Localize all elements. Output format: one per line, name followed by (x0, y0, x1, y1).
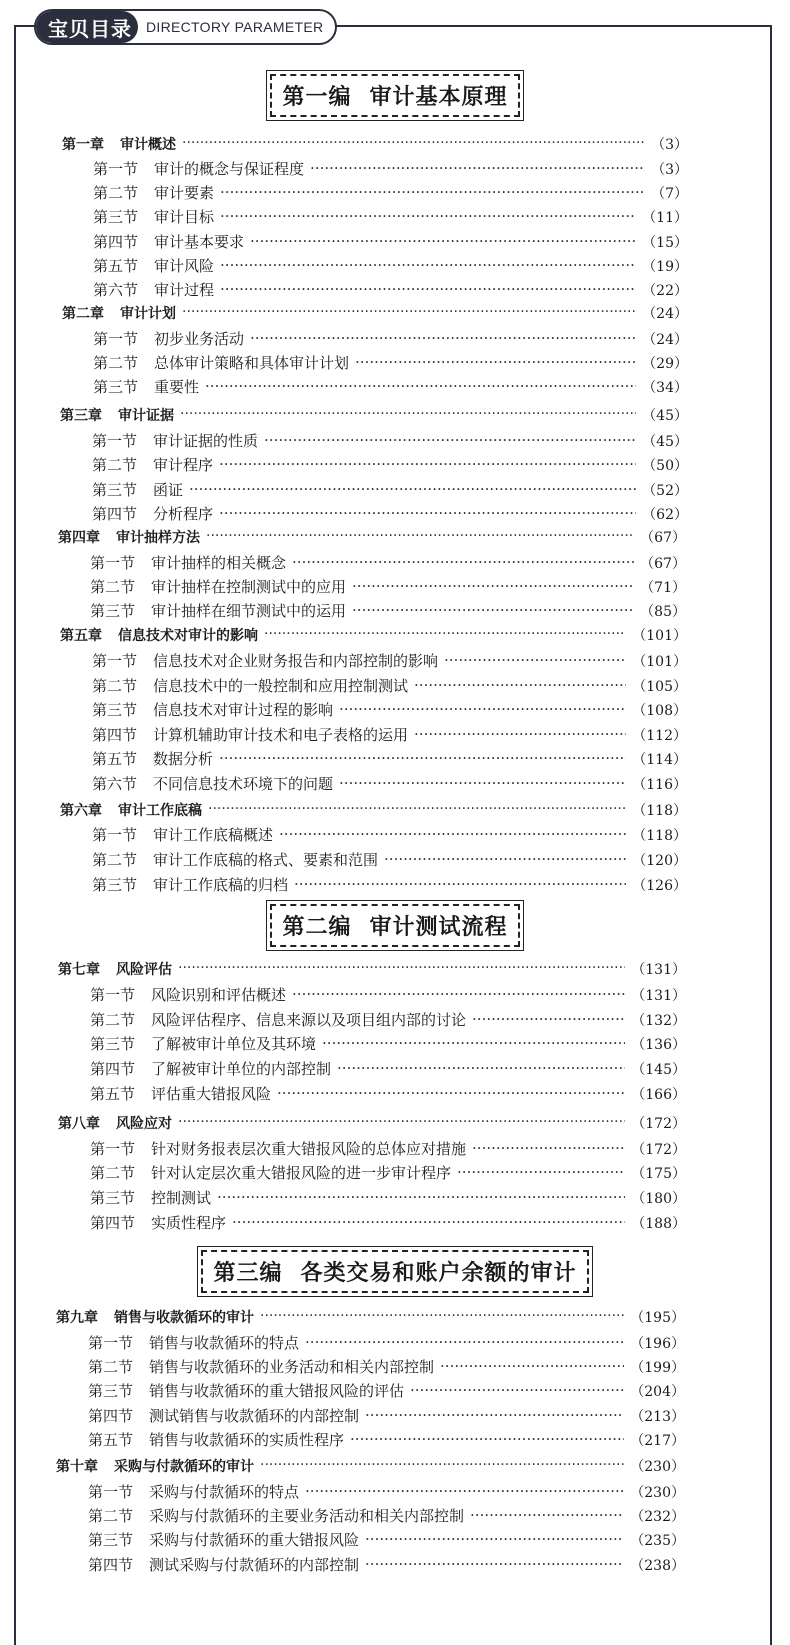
section-entry-label: 第一节 (90, 986, 136, 1004)
chapter-entry-label: 第九章 (56, 1310, 98, 1326)
leader-dots (264, 626, 626, 640)
leader-dots (206, 528, 634, 542)
section-entry (92, 650, 687, 671)
section-entry (92, 699, 687, 720)
leader-dots (322, 1034, 625, 1049)
section-entry (92, 773, 687, 794)
section-entry-page: （199） (630, 1360, 685, 1376)
chapter-entry-title: 审计证据 (118, 408, 174, 424)
chapter-entry-page: （3） (651, 137, 688, 153)
section-entry-label: 第二节 (90, 1011, 136, 1029)
leader-dots (444, 651, 626, 666)
leader-dots (337, 1059, 625, 1074)
chapter-entry (58, 959, 686, 979)
chapter-entry-page: （67） (640, 530, 686, 546)
section-entry-title: 风险识别和评估概述 (151, 986, 287, 1004)
leader-dots (352, 601, 634, 616)
section-entry-title: 审计抽样在细节测试中的运用 (151, 602, 347, 620)
section-entry-title: 采购与付款循环的重大错报风险 (149, 1531, 360, 1549)
section-entry-label: 第一节 (88, 1483, 134, 1501)
section-entry (88, 1481, 685, 1502)
section-entry (92, 454, 688, 475)
section-entry-page: （136） (631, 1037, 686, 1053)
section-entry-label: 第二节 (90, 578, 136, 596)
chapter-entry-label: 第六章 (60, 803, 102, 819)
chapter-entry-title: 销售与收款循环的审计 (114, 1310, 254, 1326)
leader-dots (260, 1308, 624, 1322)
part-name: 审计基本原理 (369, 84, 508, 110)
section-entry-page: （105） (632, 679, 687, 695)
section-entry-page: （45） (642, 434, 688, 450)
section-entry-label: 第六节 (92, 775, 138, 793)
section-entry-title: 评估重大错报风险 (151, 1085, 272, 1103)
section-entry-page: （213） (630, 1409, 685, 1425)
chapter-entry (58, 1113, 686, 1133)
section-entry (93, 158, 688, 179)
section-entry-title: 函证 (153, 481, 184, 499)
chapter-entry-page: （24） (642, 306, 688, 322)
leader-dots (365, 1406, 624, 1421)
section-entry-page: （230） (630, 1485, 685, 1501)
leader-dots (292, 985, 625, 1000)
header-title-en: DIRECTORY PARAMETER (146, 19, 324, 35)
section-entry-title: 销售与收款循环的实质性程序 (149, 1431, 345, 1449)
section-entry (92, 824, 687, 845)
chapter-entry-label: 第八章 (58, 1116, 100, 1132)
section-entry-title: 审计的概念与保证程度 (154, 160, 305, 178)
section-entry-title: 审计工作底稿的归档 (153, 876, 289, 894)
section-entry-label: 第三节 (90, 1035, 136, 1053)
section-entry-page: （235） (630, 1533, 685, 1549)
section-entry-title: 测试采购与付款循环的内部控制 (149, 1556, 360, 1574)
section-entry-label: 第二节 (88, 1358, 134, 1376)
section-entry-label: 第二节 (92, 456, 138, 474)
leader-dots (365, 1555, 624, 1570)
section-entry-title: 针对财务报表层次重大错报风险的总体应对措施 (151, 1140, 467, 1158)
section-entry-title: 初步业务活动 (154, 330, 245, 348)
chapter-entry (60, 800, 687, 820)
part-title (0, 74, 790, 117)
section-entry-title: 审计抽样在控制测试中的应用 (151, 578, 347, 596)
leader-dots (250, 329, 636, 344)
section-entry-page: （166） (631, 1087, 686, 1103)
section-entry (88, 1332, 685, 1353)
chapter-entry-label: 第二章 (62, 306, 104, 322)
section-entry-page: （204） (630, 1384, 685, 1400)
leader-dots (352, 577, 634, 592)
part-number: 第二编 (282, 914, 352, 940)
chapter-entry (62, 134, 688, 154)
leader-dots (310, 159, 645, 174)
section-entry-label: 第三节 (88, 1531, 134, 1549)
chapter-entry (60, 405, 688, 425)
section-entry-page: （62） (642, 507, 688, 523)
chapter-entry-title: 审计工作底稿 (118, 803, 202, 819)
chapter-entry-page: （118） (632, 803, 687, 819)
section-entry-label: 第一节 (93, 160, 139, 178)
section-entry-label: 第四节 (90, 1214, 136, 1232)
section-entry-page: （3） (651, 162, 688, 178)
section-entry-page: （11） (642, 210, 688, 226)
section-entry-page: （71） (640, 580, 686, 596)
section-entry-title: 审计抽样的相关概念 (151, 554, 287, 572)
section-entry-label: 第一节 (92, 432, 138, 450)
section-entry-title: 采购与付款循环的主要业务活动和相关内部控制 (149, 1507, 465, 1525)
section-entry-page: （19） (642, 259, 688, 275)
section-entry-label: 第二节 (92, 851, 138, 869)
section-entry-page: （114） (632, 752, 687, 768)
part-title (0, 1250, 790, 1293)
part-number: 第一编 (282, 84, 352, 110)
leader-dots (472, 1139, 625, 1154)
section-entry-title: 分析程序 (153, 505, 214, 523)
section-entry-page: （131） (631, 988, 686, 1004)
section-entry (88, 1505, 685, 1526)
leader-dots (219, 749, 626, 764)
section-entry-page: （145） (631, 1062, 686, 1078)
part-name: 审计测试流程 (369, 914, 508, 940)
section-entry-page: （120） (632, 853, 687, 869)
section-entry-label: 第四节 (90, 1060, 136, 1078)
section-entry-page: （85） (640, 604, 686, 620)
part-title-box (270, 904, 519, 947)
section-entry-title: 审计工作底稿概述 (153, 826, 274, 844)
section-entry-title: 审计工作底稿的格式、要素和范围 (153, 851, 379, 869)
section-entry-label: 第二节 (92, 677, 138, 695)
section-entry (92, 479, 688, 500)
leader-dots (220, 256, 636, 271)
chapter-entry-page: （131） (631, 962, 686, 978)
section-entry-label: 第一节 (88, 1334, 134, 1352)
section-entry-page: （126） (632, 878, 687, 894)
section-entry-title: 信息技术中的一般控制和应用控制测试 (153, 677, 409, 695)
section-entry (92, 724, 687, 745)
chapter-entry (56, 1456, 685, 1476)
section-entry-page: （50） (642, 458, 688, 474)
section-entry-title: 销售与收款循环的重大错报风险的评估 (149, 1382, 405, 1400)
section-entry-label: 第三节 (92, 481, 138, 499)
section-entry-page: （175） (631, 1166, 686, 1182)
section-entry (88, 1380, 685, 1401)
leader-dots (250, 232, 636, 247)
leader-dots (220, 207, 636, 222)
leader-dots (305, 1482, 624, 1497)
chapter-entry-title: 风险评估 (116, 962, 172, 978)
section-entry-title: 信息技术对审计过程的影响 (153, 701, 334, 719)
section-entry-label: 第一节 (92, 826, 138, 844)
section-entry (90, 1138, 686, 1159)
chapter-entry-label: 第四章 (58, 530, 100, 546)
section-entry (90, 1009, 686, 1030)
section-entry-page: （52） (642, 483, 688, 499)
section-entry-title: 审计证据的性质 (153, 432, 259, 450)
leader-dots (232, 1213, 625, 1228)
leader-dots (217, 1188, 625, 1203)
leader-dots (178, 1114, 625, 1128)
section-entry (90, 1187, 686, 1208)
chapter-entry-title: 采购与付款循环的审计 (114, 1459, 254, 1475)
chapter-entry-page: （45） (642, 408, 688, 424)
section-entry-label: 第三节 (93, 208, 139, 226)
section-entry (93, 255, 688, 276)
leader-dots (277, 1084, 625, 1099)
section-entry (90, 1083, 686, 1104)
leader-dots (414, 676, 626, 691)
section-entry-title: 销售与收款循环的业务活动和相关内部控制 (149, 1358, 435, 1376)
leader-dots (470, 1506, 624, 1521)
section-entry-title: 测试销售与收款循环的内部控制 (149, 1407, 360, 1425)
part-name: 各类交易和账户余额的审计 (300, 1260, 577, 1286)
section-entry (92, 849, 687, 870)
section-entry-page: （22） (642, 283, 688, 299)
section-entry-title: 重要性 (154, 378, 200, 396)
section-entry-label: 第二节 (93, 354, 139, 372)
leader-dots (205, 377, 636, 392)
leader-dots (440, 1357, 624, 1372)
section-entry-label: 第一节 (93, 330, 139, 348)
section-entry-label: 第五节 (90, 1085, 136, 1103)
section-entry-title: 审计风险 (154, 257, 215, 275)
section-entry-label: 第一节 (90, 1140, 136, 1158)
section-entry-page: （132） (631, 1013, 686, 1029)
section-entry (93, 182, 688, 203)
chapter-entry (56, 1307, 685, 1327)
section-entry-title: 不同信息技术环境下的问题 (153, 775, 334, 793)
section-entry-label: 第一节 (92, 652, 138, 670)
section-entry (93, 352, 688, 373)
section-entry-label: 第二节 (90, 1164, 136, 1182)
section-entry-page: （118） (632, 828, 687, 844)
section-entry-title: 实质性程序 (151, 1214, 227, 1232)
section-entry-page: （112） (632, 728, 687, 744)
section-entry-label: 第五节 (88, 1431, 134, 1449)
leader-dots (220, 280, 636, 295)
section-entry (90, 1033, 686, 1054)
leader-dots (292, 553, 634, 568)
chapter-entry-page: （230） (630, 1459, 685, 1475)
section-entry-title: 采购与付款循环的特点 (149, 1483, 300, 1501)
leader-dots (350, 1430, 624, 1445)
section-entry-label: 第三节 (92, 876, 138, 894)
section-entry-title: 了解被审计单位及其环境 (151, 1035, 317, 1053)
section-entry-page: （15） (642, 235, 688, 251)
section-entry-page: （108） (632, 703, 687, 719)
chapter-entry-title: 审计计划 (120, 306, 176, 322)
leader-dots (220, 183, 645, 198)
section-entry-label: 第四节 (93, 233, 139, 251)
leader-dots (260, 1457, 624, 1471)
chapter-entry-label: 第七章 (58, 962, 100, 978)
leader-dots (339, 774, 626, 789)
section-entry-title: 计算机辅助审计技术和电子表格的运用 (153, 726, 409, 744)
leader-dots (180, 406, 636, 420)
section-entry-label: 第四节 (88, 1556, 134, 1574)
chapter-entry-label: 第十章 (56, 1459, 98, 1475)
section-entry-label: 第五节 (92, 750, 138, 768)
section-entry-label: 第三节 (88, 1382, 134, 1400)
section-entry-label: 第三节 (92, 701, 138, 719)
section-entry (90, 600, 686, 621)
leader-dots (219, 504, 636, 519)
part-title (0, 904, 790, 947)
section-entry-label: 第二节 (93, 184, 139, 202)
chapter-entry (60, 625, 687, 645)
section-entry-page: （238） (630, 1558, 685, 1574)
leader-dots (384, 850, 626, 865)
chapter-entry-title: 信息技术对审计的影响 (118, 628, 258, 644)
section-entry-title: 控制测试 (151, 1189, 212, 1207)
section-entry-label: 第三节 (93, 378, 139, 396)
section-entry (90, 1162, 686, 1183)
section-entry (92, 675, 687, 696)
leader-dots (182, 135, 645, 149)
chapter-entry-title: 风险应对 (116, 1116, 172, 1132)
section-entry-title: 审计要素 (154, 184, 215, 202)
section-entry (90, 576, 686, 597)
section-entry-label: 第三节 (90, 602, 136, 620)
leader-dots (355, 353, 636, 368)
part-number: 第三编 (213, 1260, 283, 1286)
section-entry-label: 第四节 (88, 1407, 134, 1425)
chapter-entry-title: 审计概述 (120, 137, 176, 153)
section-entry (88, 1356, 685, 1377)
section-entry-page: （172） (631, 1142, 686, 1158)
leader-dots (279, 825, 626, 840)
section-entry-page: （188） (631, 1216, 686, 1232)
part-title-box (270, 74, 519, 117)
section-entry (90, 552, 686, 573)
section-entry-title: 数据分析 (153, 750, 214, 768)
section-entry-page: （217） (630, 1433, 685, 1449)
section-entry-title: 了解被审计单位的内部控制 (151, 1060, 332, 1078)
leader-dots (264, 431, 636, 446)
directory-header (34, 9, 337, 45)
leader-dots (182, 304, 636, 318)
section-entry (93, 206, 688, 227)
section-entry (90, 984, 686, 1005)
section-entry-page: （24） (642, 332, 688, 348)
leader-dots (189, 480, 636, 495)
section-entry (88, 1405, 685, 1426)
section-entry-page: （180） (631, 1191, 686, 1207)
section-entry (93, 328, 688, 349)
leader-dots (457, 1163, 625, 1178)
section-entry-title: 审计程序 (153, 456, 214, 474)
section-entry-label: 第四节 (92, 505, 138, 523)
section-entry-page: （101） (632, 654, 687, 670)
section-entry-title: 审计基本要求 (154, 233, 245, 251)
section-entry-page: （67） (640, 556, 686, 572)
section-entry (90, 1212, 686, 1233)
section-entry-label: 第六节 (93, 281, 139, 299)
section-entry-page: （34） (642, 380, 688, 396)
chapter-entry-page: （172） (631, 1116, 686, 1132)
chapter-entry (62, 303, 688, 323)
chapter-entry-label: 第三章 (60, 408, 102, 424)
section-entry (93, 279, 688, 300)
leader-dots (414, 725, 626, 740)
header-title-cn: 宝贝目录 (36, 11, 138, 43)
section-entry (93, 231, 688, 252)
section-entry (92, 503, 688, 524)
section-entry-title: 总体审计策略和具体审计计划 (154, 354, 350, 372)
section-entry-page: （29） (642, 356, 688, 372)
chapter-entry-page: （195） (630, 1310, 685, 1326)
section-entry (93, 376, 688, 397)
section-entry-label: 第五节 (93, 257, 139, 275)
leader-dots (305, 1333, 624, 1348)
section-entry-title: 审计目标 (154, 208, 215, 226)
section-entry-title: 风险评估程序、信息来源以及项目组内部的讨论 (151, 1011, 467, 1029)
section-entry (92, 430, 688, 451)
section-entry (90, 1058, 686, 1079)
section-entry (92, 748, 687, 769)
chapter-entry-label: 第一章 (62, 137, 104, 153)
section-entry-page: （116） (632, 777, 687, 793)
leader-dots (294, 875, 626, 890)
chapter-entry-title: 审计抽样方法 (116, 530, 200, 546)
leader-dots (219, 455, 636, 470)
chapter-entry (58, 527, 686, 547)
section-entry (88, 1554, 685, 1575)
section-entry-label: 第二节 (88, 1507, 134, 1525)
leader-dots (365, 1530, 624, 1545)
section-entry-title: 销售与收款循环的特点 (149, 1334, 300, 1352)
leader-dots (178, 960, 625, 974)
leader-dots (208, 801, 626, 815)
leader-dots (410, 1381, 624, 1396)
section-entry-page: （196） (630, 1336, 685, 1352)
leader-dots (339, 700, 626, 715)
section-entry-label: 第四节 (92, 726, 138, 744)
section-entry-label: 第三节 (90, 1189, 136, 1207)
chapter-entry-page: （101） (632, 628, 687, 644)
section-entry-label: 第一节 (90, 554, 136, 572)
section-entry (92, 874, 687, 895)
section-entry-title: 审计过程 (154, 281, 215, 299)
leader-dots (472, 1010, 625, 1025)
section-entry-title: 信息技术对企业财务报告和内部控制的影响 (153, 652, 439, 670)
section-entry-title: 针对认定层次重大错报风险的进一步审计程序 (151, 1164, 452, 1182)
section-entry (88, 1429, 685, 1450)
part-title-box (201, 1250, 588, 1293)
chapter-entry-label: 第五章 (60, 628, 102, 644)
section-entry (88, 1529, 685, 1550)
section-entry-page: （7） (651, 186, 688, 202)
section-entry-page: （232） (630, 1509, 685, 1525)
